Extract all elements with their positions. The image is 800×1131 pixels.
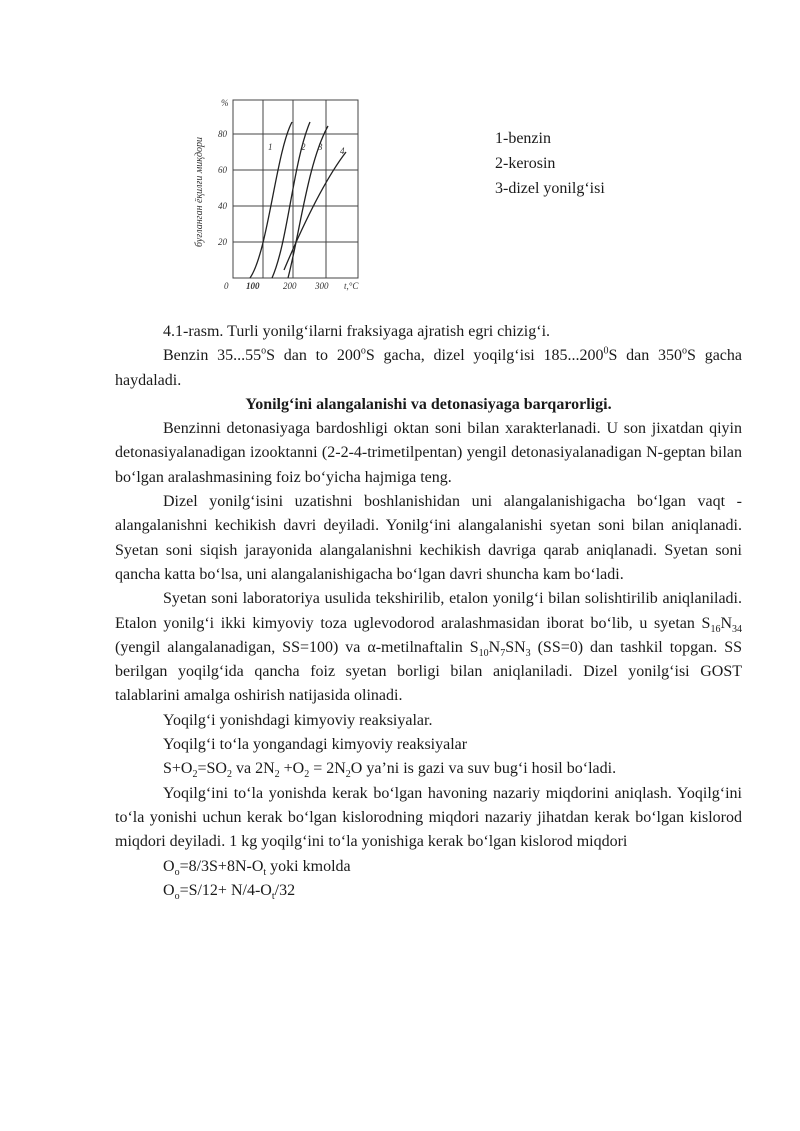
- paragraph-cetane: Syetan soni laboratoriya usulida tekshirilib, etalon yonilg‘i bilan solishtirilib aniqlaniladi. Etalon yonilg‘i ikki kimyoviy toza uglevodorod aralashmasidan iborat bo‘lib, u syetan $S_{16}N_{34}$ (yengil alangalanadigan, SS=100) va α-metilnaftalin $S_{10}N_7SN_3$ (SS=0) dan tashkil topgan. SS berilgan yoqilg‘ida qancha foiz syetan borligi bilan aniqlaniladi. Dizel yonilg‘isi GOST talablarini amalga oshirish natijasida olinadi.: [115, 590, 743, 705]
- paragraph-octane: Benzinni detonasiyaga bardoshligi oktan soni bilan xarakterlanadi. U son jixatdan qiyin detonasiyalanadigan izooktanni (2-2-4-trimetilpentan) yengil detonasiyalanadigan N-geptan bilan bo‘lgan aralashmasining foiz bo‘yicha hajmiga teng.: [115, 420, 742, 486]
- x-tick-label: 0: [224, 281, 229, 291]
- figure-legend: [495, 126, 605, 201]
- legend-item: 1-benzin: [495, 130, 551, 147]
- legend-item: 2-kerosin: [495, 155, 556, 172]
- reaction-equation: $S+O_2=SO_2$ va $2N_2 +O_2 = 2N_2O$ ya’ni is gazi va suv bug‘i hosil bo‘ladi.: [163, 760, 617, 781]
- section-heading: Yonilg‘ini alangalanishi va detonasiyaga barqarorligi.: [245, 395, 612, 413]
- paragraph-reactions-title: Yoqilg‘i yonishdagi kimyoviy reaksiyalar.: [163, 711, 433, 729]
- formula-mass: $O_o=8/3S+8N-O_t$ yoki kmolda: [163, 857, 351, 878]
- y-tick-label: 60: [218, 165, 227, 175]
- y-axis-label: буғланган ёқилғи миқдори: [194, 136, 205, 248]
- x-tick-label: t,°C: [344, 281, 359, 291]
- formula-kmol: $O_o=S/12+ N/4-O_t/32$: [163, 881, 296, 903]
- paragraph-ignition-delay: Dizel yonilg‘isini uzatishni boshlanishidan uni alangalanishigacha bo‘lgan vaqt - alangalanishni kechikish davri deyiladi. Yonilg‘ini alangalanishi syetan soni bilan aniqlanadi. Syetan soni siqish jarayonida alangalanishni kechikish davriga qarab aniqlanadi. Syetan soni qancha katta bo‘lsa, uni alangalanishigacha bo‘lgan davri shuncha kam bo‘ladi.: [115, 493, 742, 583]
- y-tick-label: 80: [218, 129, 227, 139]
- curve-label: 1: [268, 142, 273, 152]
- x-tick-label: 200: [283, 281, 297, 291]
- distillation-curves-figure: [188, 92, 368, 302]
- paragraph-oxygen: Yoqilg‘ini to‘la yonishda kerak bo‘lgan havoning nazariy miqdorini aniqlash. Yoqilg‘ini to‘la yonishi uchun kerak bo‘lgan kislorodning miqdori nazariy jihatdan kerak bo‘lgan kislorod miqdori deyiladi. 1 kg yoqilg‘ini to‘la yonishiga kerak bo‘lgan kislorod miqdori: [115, 784, 742, 851]
- document-body: [115, 320, 742, 903]
- y-unit-label: %: [221, 98, 229, 108]
- curve-label: 2: [301, 142, 306, 152]
- figure-caption: 4.1-rasm. Turli yonilg‘ilarni fraksiyaga ajratish egri chizig‘i.: [163, 323, 551, 340]
- x-tick-label: 300: [315, 281, 329, 291]
- curve-label: 4: [340, 146, 345, 156]
- x-tick-label: 100: [246, 281, 260, 291]
- curve-label: 3: [318, 142, 323, 152]
- paragraph-distillation: Benzin 35...55$^o$S dan to 200$^o$S gacha, dizel yoqilg‘isi 185...200$^0$S dan 350$^o$S gacha haydaladi.: [115, 345, 743, 389]
- y-tick-label: 20: [218, 237, 227, 247]
- legend-item: 3-dizel yonilg‘isi: [495, 180, 605, 197]
- y-tick-label: 40: [218, 201, 227, 211]
- distillation-curves-svg: [188, 92, 368, 302]
- paragraph-reactions-subtitle: Yoqilg‘i to‘la yongandagi kimyoviy reaksiyalar: [163, 736, 468, 754]
